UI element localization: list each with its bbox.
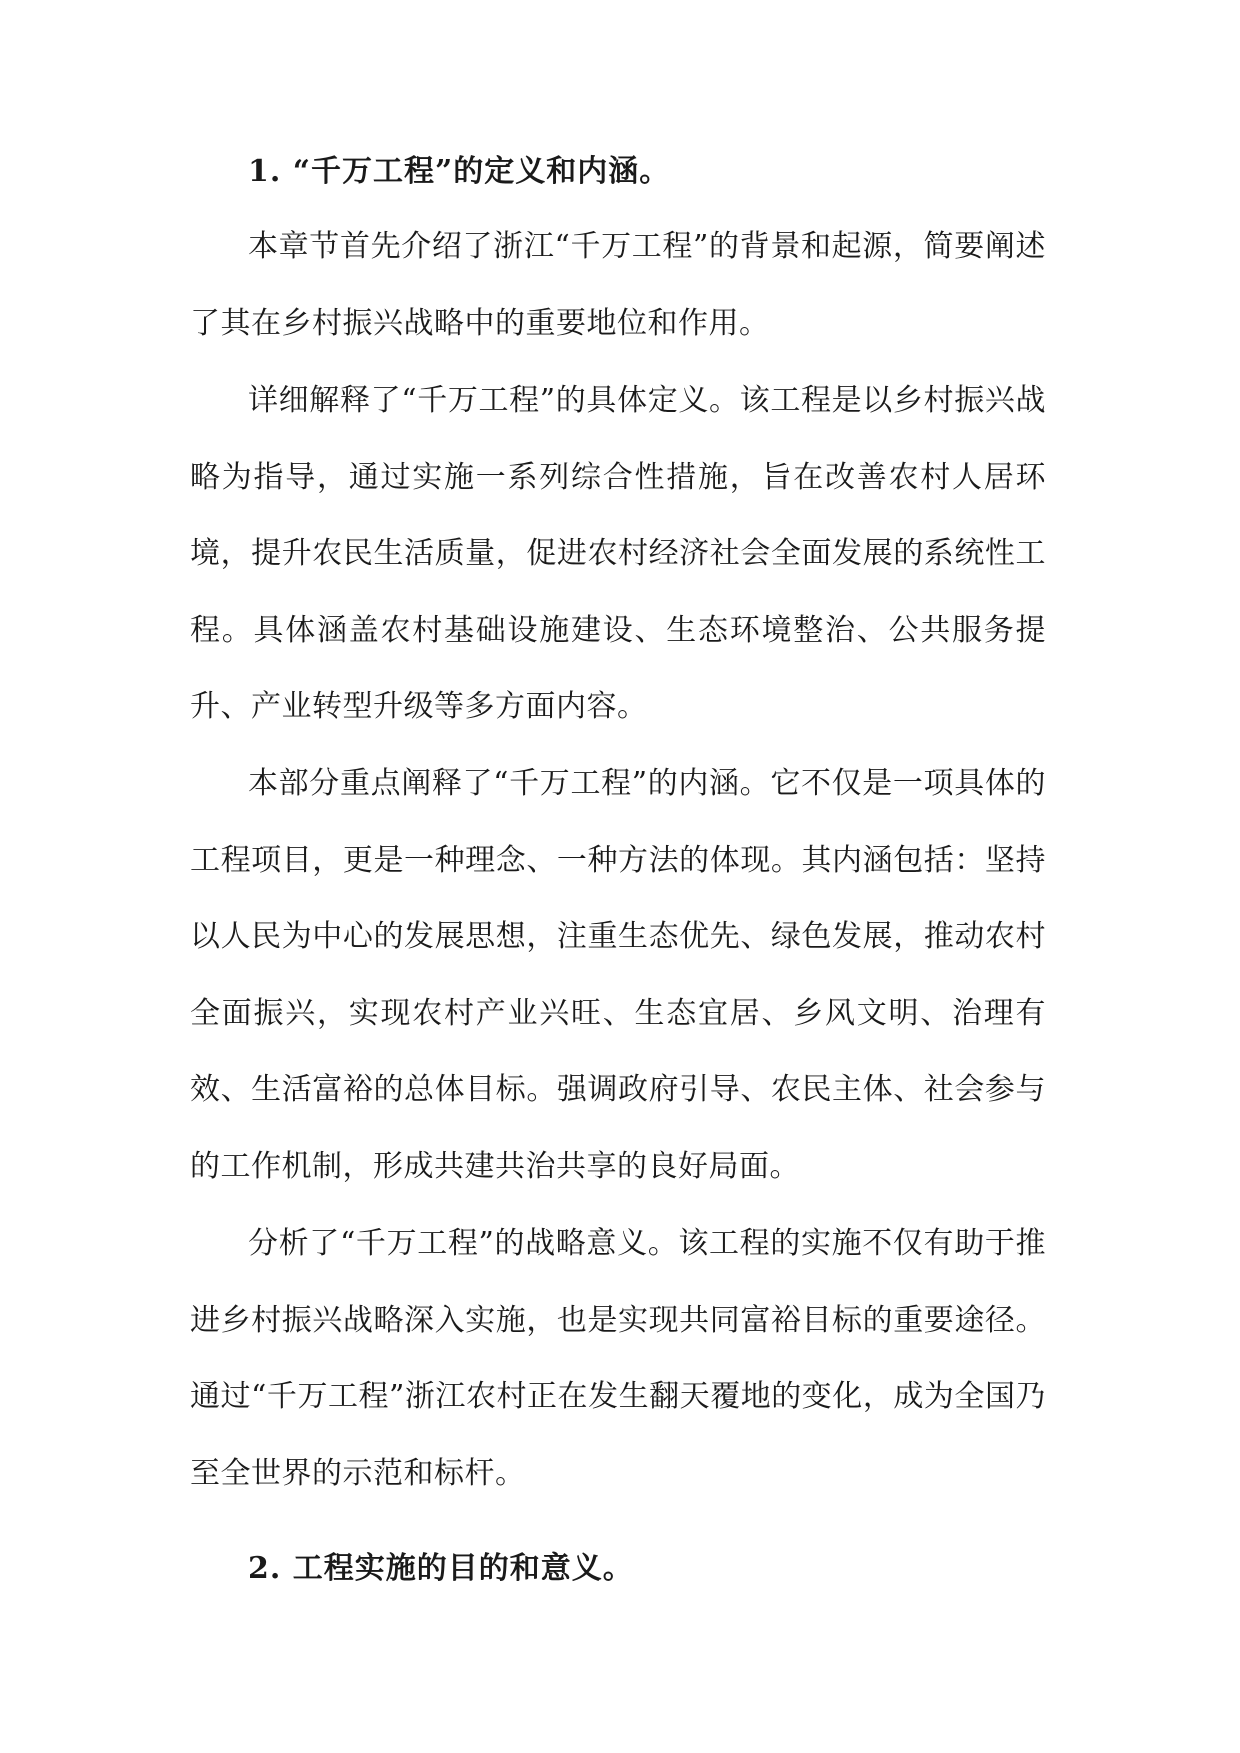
paragraph-strategic-significance: 分析了“千万工程”的战略意义。该工程的实施不仅有助于推进乡村振兴战略深入实施，也是实现共同富裕目标的重要途径。通过“千万工程”浙江农村正在发生翻天覆地的变化，成为全国乃至全世界的示范和标杆。: [190, 1226, 1046, 1491]
paragraph-background: 本章节首先介绍了浙江“千万工程”的背景和起源，简要阐述了其在乡村振兴战略中的重要地位和作用。: [190, 229, 1046, 341]
paragraph-definition: 详细解释了“千万工程”的具体定义。该工程是以乡村振兴战略为指导，通过实施一系列综合性措施，旨在改善农村人居环境，提升农民生活质量，促进农村经济社会全面发展的系统性工程。具体涵盖农村基础设施建设、生态环境整治、公共服务提升、产业转型升级等多方面内容。: [190, 383, 1046, 724]
section-heading-purpose: 2. 工程实施的目的和意义。: [248, 1551, 634, 1586]
paragraph-connotation: 本部分重点阐释了“千万工程”的内涵。它不仅是一项具体的工程项目，更是一种理念、一种方法的体现。其内涵包括：坚持以人民为中心的发展思想，注重生态优先、绿色发展，推动农村全面振兴，实现农村产业兴旺、生态宜居、乡风文明、治理有效、生活富裕的总体目标。强调政府引导、农民主体、社会参与的工作机制，形成共建共治共享的良好局面。: [190, 766, 1046, 1184]
section-heading-definition: 1. “千万工程”的定义和内涵。: [248, 154, 671, 189]
